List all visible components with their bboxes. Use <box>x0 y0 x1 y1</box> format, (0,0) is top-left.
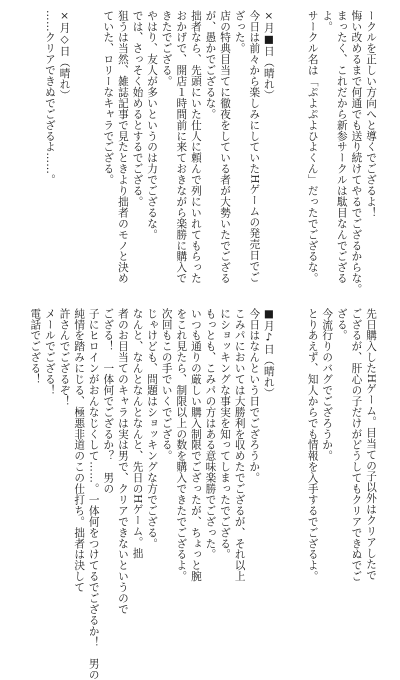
bottom-text-line: 純情を踏みにじる、極悪非道のこの仕打ち。拙者は決して <box>73 308 86 593</box>
bottom-text-line: 許さんでござるぞ！ <box>58 308 71 407</box>
top-text-line: ークルを正しい方向へと導くでござるよ！ <box>365 10 377 219</box>
top-text-line: 悔い改めるまで何通でも送り続けてやるでござるからな。 <box>350 10 363 295</box>
top-text-line: 店の特典目当てに徹夜をしている者が大勢いたでござる <box>219 10 232 284</box>
bottom-text-line: 今流行りのバグでござろうか。 <box>321 308 334 462</box>
bottom-text-line: 子にヒロインがおんなじくして……。一体何をつけてるでござるか！ 男の <box>87 308 100 680</box>
top-text-line <box>276 10 291 285</box>
bottom-text-line: 電話でござる！ <box>29 308 42 385</box>
bottom-text-line: じゃけども、問題はショッキングな方でござる。 <box>146 308 159 549</box>
top-text-line: きたでござる。 <box>160 10 173 87</box>
bottom-text-line: 先日購入したHゲーム。目当ての子以外はクリアしたで <box>365 308 377 581</box>
top-text-line: では、さっそく始めるとするでござる。 <box>131 10 144 208</box>
top-text-line: 今日は前々から楽しみにしていたHゲームの発売日でご <box>248 10 261 283</box>
bottom-text-line: いつも通りの厳しい購入制限でござったが、ちょっと腕 <box>189 308 202 582</box>
bottom-text-line: とりあえず、知人からでも情報を入手するでござるよ。 <box>306 308 319 582</box>
bottom-text-line: メールでござる！ <box>43 308 56 396</box>
top-text-line: ざった。 <box>233 10 246 54</box>
diary-top-block <box>42 10 378 295</box>
bottom-text-line: ござる！ 一体何でござるか？ 男の <box>102 308 115 495</box>
bottom-text-line <box>276 308 291 583</box>
top-text-line: やはり、友人が多いというのは力でござるな。 <box>146 10 159 240</box>
top-text-line: ていた、ロリーなキャラでござる。 <box>102 10 115 186</box>
top-text-line: サークル名は「ぷよぷよひよくん」だったでござるな。 <box>306 10 319 284</box>
top-text-line: まったく、これだから新参サークルは駄目なんでござる <box>335 10 348 284</box>
bottom-text-line: にショッキングな事実を知ってしまったでござる。 <box>219 308 232 560</box>
bottom-text-line: もっとも、こみパの方はある意味楽勝でござった。 <box>204 308 217 560</box>
bottom-text-line: をこれ見たら、制限以上の数を購入できたでござるよ。 <box>175 308 188 582</box>
top-text-line: ×月◇日（晴れ） <box>58 10 71 101</box>
bottom-text-line: ざる。 <box>335 308 348 341</box>
bottom-text-line: ■月♪日（晴れ） <box>262 308 275 399</box>
top-text-line: ×月■日（晴れ） <box>262 10 275 101</box>
bottom-text-line: 次回もこの手でいくでござる。 <box>160 308 173 462</box>
top-text-line: 狙うは当然、雑誌記事で見たときより拙者のモノと決め <box>116 10 129 284</box>
diary-bottom-block <box>28 308 378 680</box>
top-text-line <box>72 10 87 285</box>
bottom-text-line: なんと、なんとなんとなんと、先日のHゲーム。拙 <box>131 308 144 559</box>
bottom-text-line: ござるが、肝心の子だけがどうしてもクリアできぬでご <box>350 308 363 582</box>
top-text-line: よ。 <box>321 10 334 32</box>
top-text-line: 拙者なら、先頭にいた仕人に頼んで列にいれてもらった <box>189 10 202 284</box>
top-text-line <box>290 10 305 285</box>
bottom-text-line: 者のお目当てのキャラは実は男で、クリアできないというので <box>116 308 129 615</box>
top-text-line: ……クリアできぬでござるよ……。 <box>43 10 56 186</box>
top-text-line: おかげで、開店１時間前に来ておきながら楽勝に購入で <box>175 10 188 284</box>
bottom-text-line: 今日はなんという日でござろうか。 <box>248 308 261 484</box>
bottom-text-line: こみパにおいては大勝利を収めたでござるが、それ以上 <box>233 308 246 582</box>
bottom-text-line <box>290 308 305 583</box>
top-text-line: が、愚かでござるな。 <box>204 10 217 120</box>
top-text-line <box>86 10 101 285</box>
